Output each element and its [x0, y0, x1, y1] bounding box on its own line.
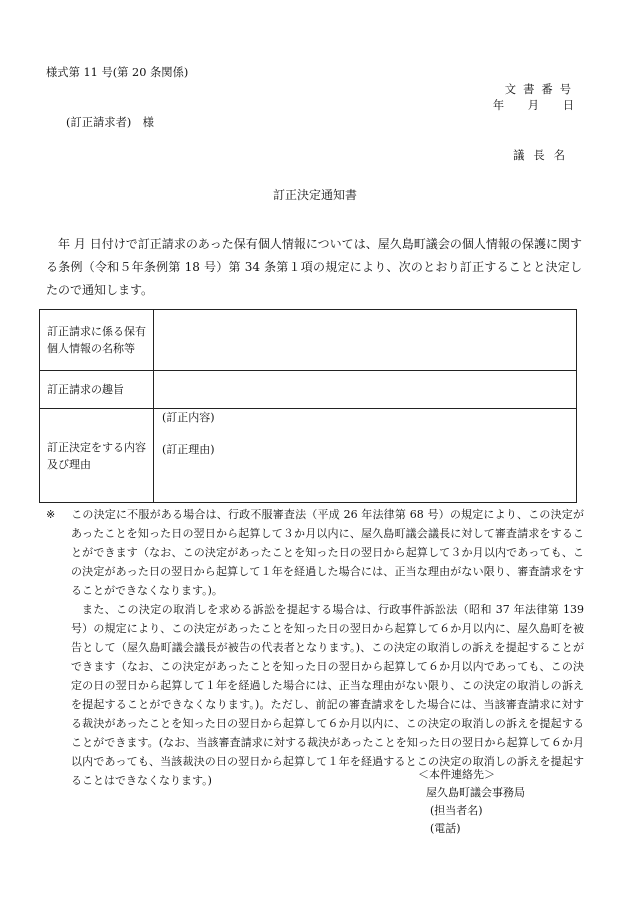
document-title: 訂正決定通知書: [272, 188, 357, 202]
notes-section: [46, 505, 584, 790]
correction-reason-label: (訂正理由): [162, 443, 215, 456]
row-label-request-purpose: 訂正請求の趣旨: [40, 371, 154, 409]
body-paragraph: 年 月 日付けで訂正請求のあった保有個人情報については、屋久島町議会の個人情報の保護に関する条例（令和５年条例第 18 号）第 34 条第１項の規定により、次のとおり訂正することと決定したので通知します。: [46, 237, 582, 297]
contact-phone: (電話): [430, 822, 461, 835]
note-lawsuit: また、この決定の取消しを求める訴訟を提起する場合は、行政事件訴訟法（昭和 37 年法律第 139 号）の規定により、この決定があったことを知った日の翌日から起算して６か月以内に、屋久島町を被告として（屋久島町議会議長が被告の代表者となります。)、この決定の取消しの訴えを提起することができます（なお、この決定があったことを知った日の翌日から起算して６か月以内であっても、この決定の日の翌日から起算して１年を経過した場合には、正当な理由がない限り、この決定の取消しの訴えを提起することができなくなります。)。ただし、前記の審査請求をした場合には、当該審査請求に対する裁決があったことを知った日の翌日から起算して６か月以内に、この決定の取消しの訴えを提起することができます。(なお、当該審査請求に対する裁決があったことを知った日の翌日から起算して６か月以内であっても、当該裁決の日の翌日から起算して１年を経過するとこの決定の取消しの訴えを提起することはできなくなります。): [71, 603, 584, 787]
contact-office: 屋久島町議会事務局: [426, 786, 525, 799]
row-label-information-name: 訂正請求に係る保有個人情報の名称等: [40, 310, 154, 371]
row-value-information-name: [154, 310, 577, 371]
addressee: (訂正請求者) 様: [66, 116, 154, 129]
contact-person: (担当者名): [430, 804, 483, 817]
note-mark: ※: [46, 508, 56, 521]
contact-heading: ＜本件連絡先＞: [418, 768, 495, 781]
contact-block: [418, 766, 525, 838]
document-date: 年 月 日: [492, 99, 584, 112]
row-value-request-purpose: [154, 371, 577, 409]
row-value-decision-content: [154, 409, 577, 503]
correction-content-label: (訂正内容): [162, 411, 215, 424]
chairperson-name: 議長名: [513, 149, 574, 162]
document-number: 文書番号: [504, 83, 578, 96]
table-row: [40, 371, 577, 409]
table-row: [40, 409, 577, 503]
row-label-decision-content: 訂正決定をする内容及び理由: [40, 409, 154, 503]
note-appeal-text: この決定に不服がある場合は、行政不服審査法（平成 26 年法律第 68 号）の規定により、この決定があったことを知った日の翌日から起算して３か月以内に、屋久島町議会議長に対して審査請求をすることができます（なお、この決定があったことを知った日の翌日から起算して３か月以内であっても、この決定があった日の翌日から起算して１年を経過した場合には、正当な理由がない限り、審査請求をすることができなくなります。)。: [71, 508, 584, 597]
note-appeal: [46, 505, 584, 600]
form-number: 様式第 11 号(第 20 条関係): [46, 66, 189, 79]
table-row: [40, 310, 577, 371]
correction-table: [39, 309, 577, 503]
